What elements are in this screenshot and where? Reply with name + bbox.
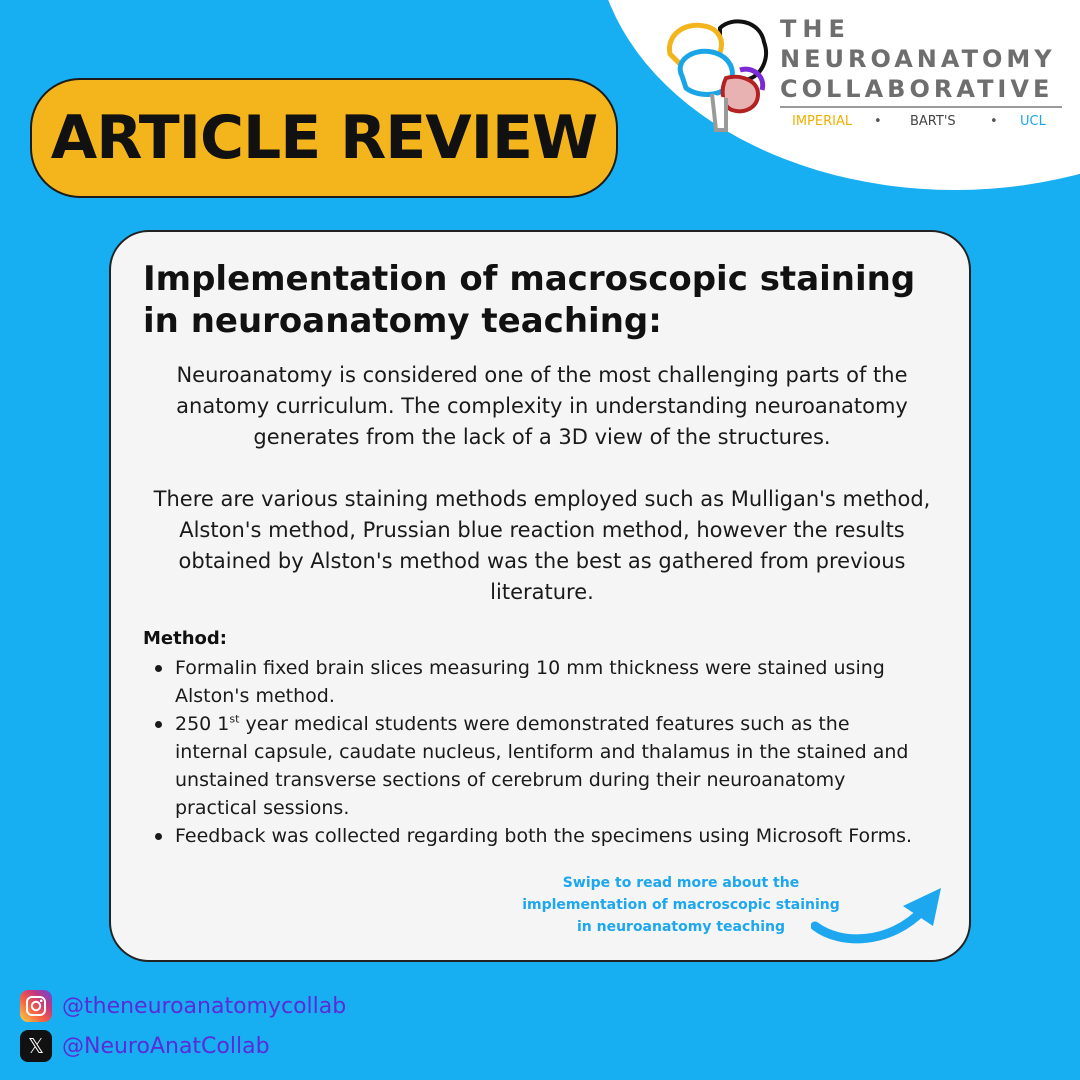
swipe-line-2: implementation of macroscopic staining [522,897,840,913]
partner-barts: BART'S [910,114,956,129]
methods-overview-paragraph: There are various staining methods employed such as Mulligan's method, Alston's method, Prussian blue reaction method, however the results obtained by Alston's method was the best as gathered from previous literature. [153,487,931,604]
x-handle[interactable]: @NeuroAnatCollab [62,1033,270,1059]
article-title: Implementation of macroscopic staining in neuroanatomy teaching: [143,259,916,341]
partner-imperial: IMPERIAL [792,114,853,129]
badge-title: ARTICLE REVIEW [50,103,598,173]
list-item-prefix: 250 1 [175,713,230,735]
logo-wordmark [780,14,1065,132]
logo-divider [780,106,1062,108]
partner-ucl: UCL [1020,114,1046,129]
logo-line-collaborative: COLLABORATIVE [780,75,1054,103]
list-item [143,822,913,850]
list-item-text: Formalin fixed brain slices measuring 10 mm thickness were stained using Alston's method. [175,657,885,707]
article-card [109,230,971,962]
swipe-line-1: Swipe to read more about the [562,875,800,891]
article-review-badge [30,78,618,198]
swipe-arrow-icon [811,882,951,952]
list-item [143,710,913,822]
brain-logo-icon [660,14,772,134]
list-item-text: Feedback was collected regarding both the specimens using Microsoft Forms. [175,825,913,847]
partner-separator: • [874,114,882,129]
ordinal-superscript: st [229,712,240,726]
instagram-handle[interactable]: @theneuroanatomycollab [62,993,347,1019]
list-item [143,654,913,710]
instagram-icon [20,990,52,1022]
x-icon: 𝕏 [20,1030,52,1062]
logo-line-the: THE [780,15,851,43]
logo-partners [780,114,1065,132]
instagram-handle-row[interactable] [20,990,346,1022]
method-heading: Method: [143,628,227,649]
partner-separator: • [990,114,998,129]
method-list [143,654,913,850]
list-item-text: year medical students were demonstrated features such as the internal capsule, caudate nucleus, lentiform and thalamus in the stained and unstained transverse sections of cerebrum during their neuroanatomy practical sessions. [175,713,909,819]
intro-paragraph: Neuroanatomy is considered one of the most challenging parts of the anatomy curriculum. The complexity in understanding neuroanatomy generates from the lack of a 3D view of the structures. [176,363,908,449]
swipe-line-3: in neuroanatomy teaching [576,919,786,935]
x-handle-row[interactable] [20,1030,270,1062]
logo-line-neuroanatomy: NEUROANATOMY [780,45,1056,73]
